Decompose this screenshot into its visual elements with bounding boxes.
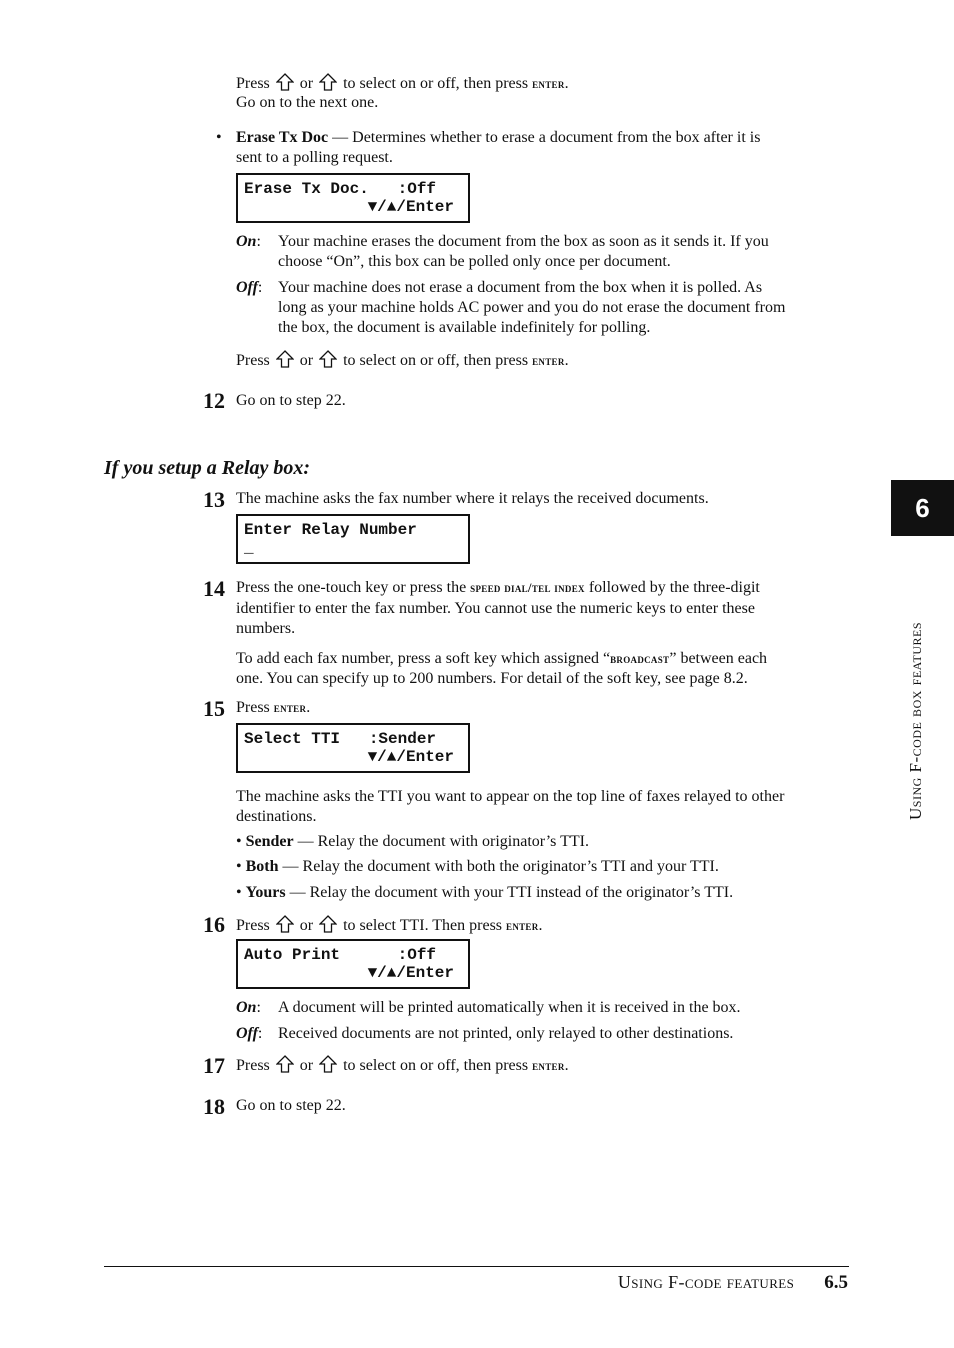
step14-line3: numbers.: [236, 620, 296, 637]
erase-bullet: •: [216, 129, 222, 146]
autoprint-on-label: On:: [236, 999, 261, 1016]
erase-off-text2: long as your machine holds AC power and you do not erase the document from: [278, 299, 786, 316]
step14-para2-line2: one. You can specify up to 200 numbers. For detail of the soft key, see page 8.2.: [236, 670, 748, 687]
list-item-sender: • Sender — Relay the document with originator’s TTI.: [236, 833, 589, 850]
autoprint-off-label: Off:: [236, 1025, 263, 1042]
autoprint-on-text: A document will be printed automatically when it is received in the box.: [278, 999, 741, 1016]
footer-rule: [104, 1266, 849, 1267]
step-number-15: 15: [203, 696, 225, 721]
up-arrow-key-icon: [276, 73, 294, 91]
up-arrow-key-icon: [276, 350, 294, 368]
step14-para2: To add each fax number, press a soft key which assigned “broadcast” between each: [236, 650, 768, 667]
step18-text: Go on to step 22.: [236, 1097, 346, 1114]
step12-text: Go on to step 22.: [236, 392, 346, 409]
list-item-yours: • Yours — Relay the document with your TTI instead of the originator’s TTI.: [236, 884, 734, 901]
step15-desc2: destinations.: [236, 808, 317, 825]
step-number-12: 12: [203, 388, 225, 413]
down-arrow-key-icon: [319, 1055, 337, 1073]
down-arrow-key-icon: [319, 350, 337, 368]
erase-term: Erase Tx Doc: [236, 129, 329, 146]
erase-off-label: Off:: [236, 279, 263, 296]
select-instruction: Press or to select on or off, then press enter.: [236, 75, 569, 92]
chapter-side-title: Using F-code box features: [906, 622, 925, 820]
footer-title: Using F-code features: [617, 1272, 795, 1292]
erase-on-text2: choose “On”, this box can be polled only once per document.: [278, 253, 671, 270]
erase-select-instruction: Press or to select on or off, then press enter.: [236, 352, 569, 369]
step16-text: Press or to select TTI. Then press enter.: [236, 917, 543, 934]
section-heading: If you setup a Relay box:: [104, 457, 311, 479]
step15-press: Press enter.: [236, 699, 311, 716]
page-footer: [618, 1272, 848, 1294]
step14-line2: identifier to enter the fax number. You cannot use the numeric keys to enter these: [236, 600, 755, 617]
step14-line1: Press the one-touch key or press the speed dial/tel index followed by the three-digit: [236, 579, 760, 596]
step15-desc1: The machine asks the TTI you want to appear on the top line of faxes relayed to other: [236, 788, 785, 805]
step-number-14: 14: [203, 576, 225, 601]
lcd-display-auto-print: Auto Print :Off ▼/▲/Enter: [236, 939, 470, 989]
erase-on-text1: Your machine erases the document from the box as soon as it sends it. If you: [278, 233, 769, 250]
chapter-tab: 6: [891, 480, 954, 536]
erase-off-text3: the box, the document is available indefinitely for polling.: [278, 319, 651, 336]
up-arrow-key-icon: [276, 915, 294, 933]
step-number-16: 16: [203, 912, 225, 937]
down-arrow-key-icon: [319, 73, 337, 91]
lcd-display-relay-number: Enter Relay Number _: [236, 514, 470, 564]
lcd-display-erase: Erase Tx Doc. :Off ▼/▲/Enter: [236, 173, 470, 223]
down-arrow-key-icon: [319, 915, 337, 933]
lcd-display-select-tti: Select TTI :Sender ▼/▲/Enter: [236, 723, 470, 773]
erase-off-text1: Your machine does not erase a document from the box when it is polled. As: [278, 279, 763, 296]
page-number: 6.5: [824, 1272, 848, 1293]
erase-on-label: On:: [236, 233, 261, 250]
up-arrow-key-icon: [276, 1055, 294, 1073]
list-item-both: • Both — Relay the document with both the originator’s TTI and your TTI.: [236, 858, 719, 875]
step-number-13: 13: [203, 487, 225, 512]
erase-desc-line2: sent to a polling request.: [236, 149, 393, 166]
step17-text: Press or to select on or off, then press enter.: [236, 1057, 569, 1074]
autoprint-off-text: Received documents are not printed, only relayed to other destinations.: [278, 1025, 734, 1042]
step13-text: The machine asks the fax number where it relays the received documents.: [236, 490, 709, 507]
step-number-18: 18: [203, 1094, 225, 1119]
erase-desc: Erase Tx Doc — Determines whether to erase a document from the box after it is: [236, 129, 761, 146]
go-next-text: Go on to the next one.: [236, 94, 379, 111]
step-number-17: 17: [203, 1053, 225, 1078]
